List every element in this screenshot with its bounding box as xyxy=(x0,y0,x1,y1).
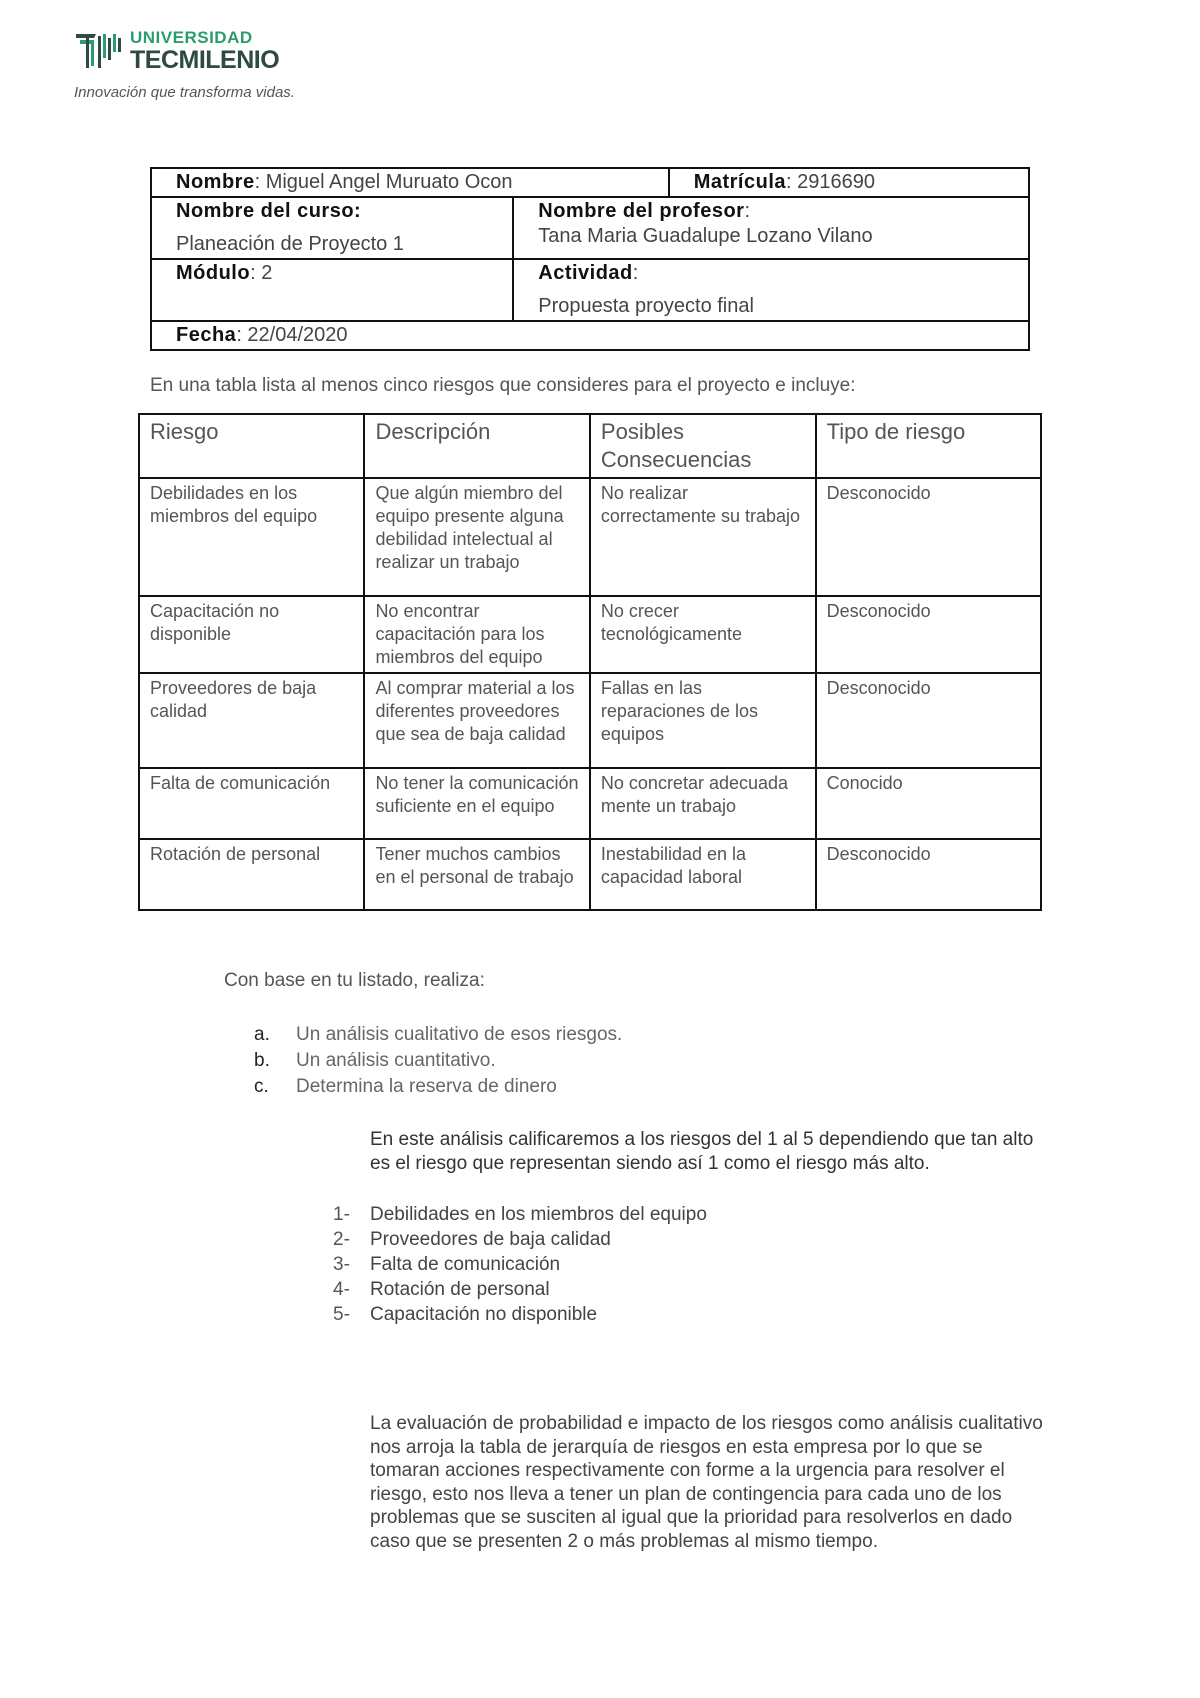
logo-brand-text: TECMILENIO xyxy=(130,46,280,74)
tipo-cell: Desconocido xyxy=(816,478,1041,596)
tipo-cell: Conocido xyxy=(816,768,1041,839)
profesor-colon: : xyxy=(744,200,751,222)
list-text: Falta de comunicación xyxy=(370,1254,561,1275)
student-info-table xyxy=(150,167,1030,351)
fecha-value: : 22/04/2020 xyxy=(236,324,348,346)
riesgo-cell: Capacitación no disponible xyxy=(139,596,364,673)
list-marker: 1- xyxy=(333,1204,350,1225)
table-row xyxy=(139,596,1041,673)
curso-label: Nombre del curso: xyxy=(176,200,362,222)
riesgo-cell: Rotación de personal xyxy=(139,839,364,910)
fecha-cell xyxy=(151,321,1029,350)
riesgo-cell: Falta de comunicación xyxy=(139,768,364,839)
nombre-label: Nombre xyxy=(176,171,255,193)
list-text: Rotación de personal xyxy=(370,1279,550,1300)
matricula-cell xyxy=(669,168,1029,197)
actividad-colon: : xyxy=(632,262,639,284)
actividad-cell xyxy=(513,259,1029,321)
fecha-label: Fecha xyxy=(176,324,237,346)
tecmilenio-emblem-icon xyxy=(74,30,124,72)
actividad-label: Actividad xyxy=(538,262,633,284)
consecuencias-cell: Inestabilidad en la capacidad laboral xyxy=(590,839,816,910)
matricula-value: : 2916690 xyxy=(786,171,875,193)
list-text: Capacitación no disponible xyxy=(370,1304,598,1325)
risk-table xyxy=(138,413,1042,911)
consecuencias-cell: Fallas en las reparaciones de los equipos xyxy=(590,673,816,768)
header-tipo: Tipo de riesgo xyxy=(816,414,1041,478)
list-marker: 2- xyxy=(333,1229,350,1250)
risk-table-intro: En una tabla lista al menos cinco riesgos que consideres para el proyecto e incluye: xyxy=(150,375,856,396)
list-text: Debilidades en los miembros del equipo xyxy=(370,1204,707,1225)
list-item xyxy=(254,1022,622,1048)
conclusion-paragraph: La evaluación de probabilidad e impacto de los riesgos como análisis cualitativo nos arroja la tabla de jerarquía de riesgos en esta empresa por lo que se tomaran acciones respectivamente con forme a la urgencia para resolver el riesgo, esto nos lleva a tener un plan de contingencia para cada uno de los problemas que se susciten al igual que la prioridad para resolverlos en dado caso que se presenten 2 o más problemas al mismo tiempo. xyxy=(370,1413,1043,1552)
list-item xyxy=(333,1227,707,1252)
consecuencias-cell: No crecer tecnológicamente xyxy=(590,596,816,673)
list-item xyxy=(333,1302,707,1327)
list-text: Un análisis cuantitativo. xyxy=(296,1050,496,1071)
profesor-cell xyxy=(513,197,1029,259)
list-marker: c. xyxy=(254,1076,269,1097)
logo-slogan: Innovación que transforma vidas. xyxy=(74,84,295,101)
nombre-cell xyxy=(151,168,669,197)
modulo-value: : 2 xyxy=(250,262,273,284)
descripcion-cell: Tener muchos cambios en el personal de trabajo xyxy=(364,839,589,910)
list-item xyxy=(254,1074,622,1100)
riesgo-cell: Debilidades en los miembros del equipo xyxy=(139,478,364,596)
list-marker: a. xyxy=(254,1024,270,1045)
header-riesgo: Riesgo xyxy=(139,414,364,478)
analysis-intro: En este análisis calificaremos a los riesgos del 1 al 5 dependiendo que tan alto es el riesgo que representan siendo así 1 como el riesgo más alto. xyxy=(370,1129,1034,1174)
riesgo-cell: Proveedores de baja calidad xyxy=(139,673,364,768)
tipo-cell: Desconocido xyxy=(816,673,1041,768)
actividad-value: Propuesta proyecto final xyxy=(538,295,754,317)
list-marker: b. xyxy=(254,1050,270,1071)
descripcion-cell: Que algún miembro del equipo presente alguna debilidad intelectual al realizar un trabajo xyxy=(364,478,589,596)
list-marker: 5- xyxy=(333,1304,350,1325)
header-consecuencias: Posibles Consecuencias xyxy=(590,414,816,478)
consecuencias-cell: No realizar correctamente su trabajo xyxy=(590,478,816,596)
descripcion-cell: Al comprar material a los diferentes proveedores que sea de baja calidad xyxy=(364,673,589,768)
table-row xyxy=(139,839,1041,910)
list-marker: 4- xyxy=(333,1279,350,1300)
list-text: Un análisis cualitativo de esos riesgos. xyxy=(296,1024,623,1045)
list-item xyxy=(254,1048,622,1074)
risk-ranking-list xyxy=(333,1202,707,1327)
list-text: Proveedores de baja calidad xyxy=(370,1229,611,1250)
list-item xyxy=(333,1277,707,1302)
tipo-cell: Desconocido xyxy=(816,839,1041,910)
list-marker: 3- xyxy=(333,1254,350,1275)
modulo-label: Módulo xyxy=(176,262,251,284)
risk-table-header xyxy=(139,414,1041,478)
header-descripcion: Descripción xyxy=(364,414,589,478)
university-logo xyxy=(74,28,314,108)
table-row xyxy=(139,673,1041,768)
list-item xyxy=(333,1202,707,1227)
table-row xyxy=(139,768,1041,839)
base-text: Con base en tu listado, realiza: xyxy=(224,970,485,991)
profesor-value: Tana Maria Guadalupe Lozano Vilano xyxy=(538,225,873,247)
task-list xyxy=(254,1022,622,1100)
table-row xyxy=(139,478,1041,596)
tipo-cell: Desconocido xyxy=(816,596,1041,673)
nombre-value: : Miguel Angel Muruato Ocon xyxy=(254,171,513,193)
descripcion-cell: No tener la comunicación suficiente en el equipo xyxy=(364,768,589,839)
curso-cell xyxy=(151,197,513,259)
logo-university-text: UNIVERSIDAD xyxy=(130,28,253,47)
modulo-cell xyxy=(151,259,513,321)
descripcion-cell: No encontrar capacitación para los miembros del equipo xyxy=(364,596,589,673)
list-item xyxy=(333,1252,707,1277)
profesor-label: Nombre del profesor xyxy=(538,200,745,222)
consecuencias-cell: No concretar adecuada mente un trabajo xyxy=(590,768,816,839)
list-text: Determina la reserva de dinero xyxy=(296,1076,557,1097)
matricula-label: Matrícula xyxy=(693,171,787,193)
curso-value: Planeación de Proyecto 1 xyxy=(176,233,404,255)
